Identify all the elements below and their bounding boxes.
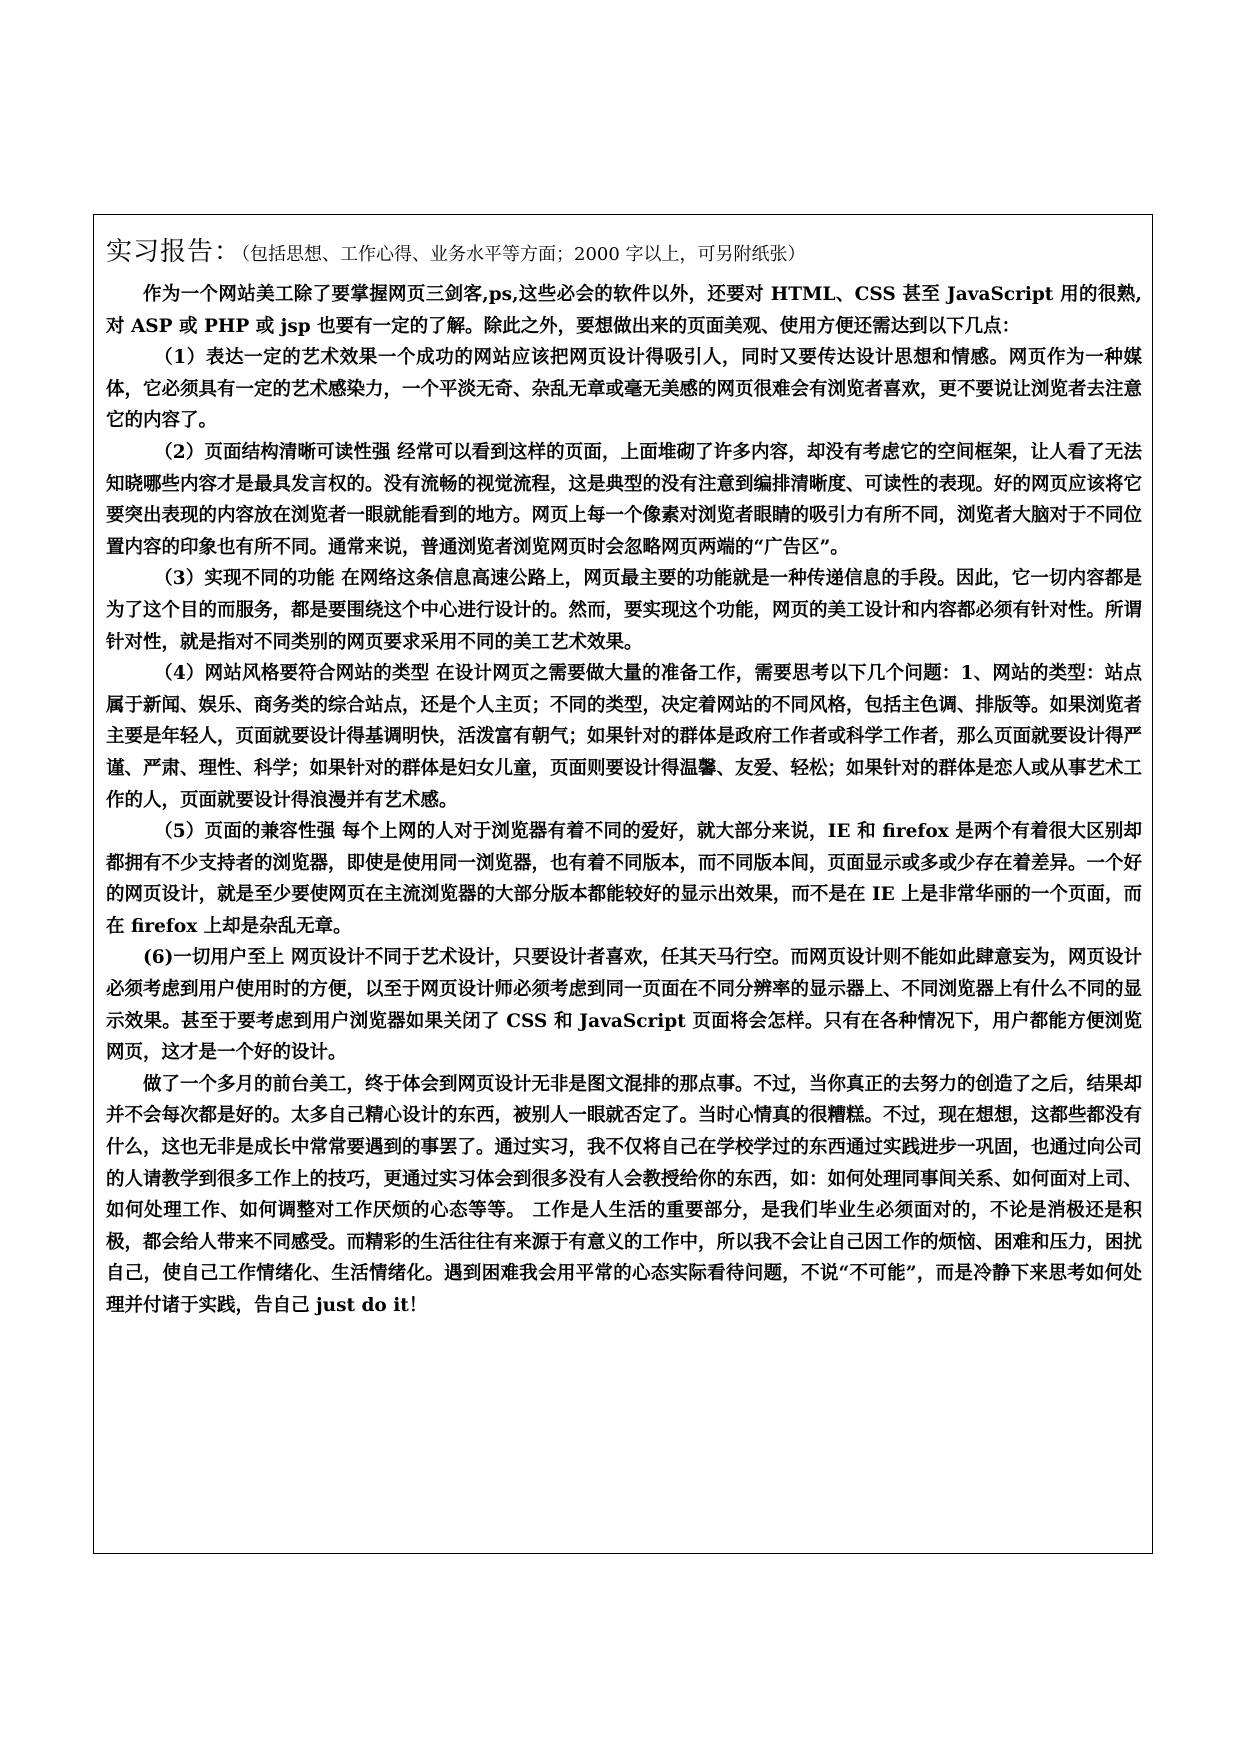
paragraph-point-1: （1）表达一定的艺术效果一个成功的网站应该把网页设计得吸引人，同时又要传达设计思想和情感。网页作为一种媒体，它必须具有一定的艺术感染力，一个平淡无奇、杂乱无章或毫无美感的网页很难会有浏览者喜欢，更不要说让浏览者去注意它的内容了。 bbox=[106, 347, 1143, 432]
report-title-note: （包括思想、工作心得、业务水平等方面；2000 字以上，可另附纸张） bbox=[241, 244, 806, 265]
paragraph-conclusion: 做了一个多月的前台美工，终于体会到网页设计无非是图文混排的那点事。不过，当你真正的去努力的创造了之后，结果却并不会每次都是好的。太多自己精心设计的东西，被别人一眼就否定了。当时心情真的很糟糕。不过，现在想想，这都些都没有什么，这也无非是成长中常常要遇到的事罢了。通过实习，我不仅将自己在学校学过的东西通过实践进步一巩固，也通过向公司的人请教学到很多工作上的技巧，更通过实习体会到很多没有人会教授给你的东西，如：如何处理同事间关系、如何面对上司、如何处理工作、如何调整对工作厌烦的心态等等。 工作是人生活的重要部分，是我们毕业生必须面对的，不论是消极还是积极，都会给人带来不同感受。而精彩的生活往往有来源于有意义的工作中，所以我不会让自己因工作的烦恼、困难和压力，困扰自己，使自己工作情绪化、生活情绪化。遇到困难我会用平常的心态实际看待问题，不说“不可能”，而是冷静下来思考如何处理并付诸于实践，告自己 just do it！ bbox=[106, 1073, 1143, 1316]
paragraph-point-2: （2）页面结构清晰可读性强 经常可以看到这样的页面，上面堆砌了许多内容，却没有考虑它的空间框架，让人看了无法知晓哪些内容才是最具发言权的。没有流畅的视觉流程，这是典型的没有注意到编排清晰度、可读性的表现。好的网页应该将它要突出表现的内容放在浏览者一眼就能看到的地方。网页上每一个像素对浏览者眼睛的吸引力有所不同，浏览者大脑对于不同位置内容的印象也有所不同。通常来说，普通浏览者浏览网页时会忽略网页两端的“广告区”。 bbox=[106, 441, 1143, 558]
paragraph-point-6: (6)一切用户至上 网页设计不同于艺术设计，只要设计者喜欢，任其天马行空。而网页设计则不能如此肆意妄为，网页设计必须考虑到用户使用时的方便，以至于网页设计师必须考虑到同一页面在不同分辨率的显示器上、不同浏览器上有什么不同的显示效果。甚至于要考虑到用户浏览器如果关闭了 CSS 和 JavaScript 页面将会怎样。只有在各种情况下，用户都能方便浏览网页，这才是一个好的设计。 bbox=[106, 947, 1143, 1064]
report-header bbox=[106, 231, 1136, 268]
paragraph-point-3: （3）实现不同的功能 在网络这条信息高速公路上，网页最主要的功能就是一种传递信息的手段。因此，它一切内容都是为了这个目的而服务，都是要围绕这个中心进行设计的。然而，要实现这个功能，网页的美工设计和内容都必须有针对性。所谓针对性，就是指对不同类别的网页要求采用不同的美工艺术效果。 bbox=[106, 568, 1143, 653]
report-body bbox=[106, 279, 1142, 1322]
paragraph-point-5: （5）页面的兼容性强 每个上网的人对于浏览器有着不同的爱好，就大部分来说，IE 和 firefox 是两个有着很大区别却都拥有不少支持者的浏览器，即使是使用同一浏览器，也有着不同版本，而不同版本间，页面显示或多或少存在着差异。一个好的网页设计，就是至少要使网页在主流浏览器的大部分版本都能较好的显示出效果，而不是在 IE 上是非常华丽的一个页面，而在 firefox 上却是杂乱无章。 bbox=[106, 821, 1143, 937]
report-title: 实习报告： bbox=[106, 237, 242, 267]
report-box bbox=[93, 214, 1153, 1554]
paragraph-intro: 作为一个网站美工除了要掌握网页三剑客,ps,这些必会的软件以外，还要对 HTML、CSS 甚至 JavaScript 用的很熟,对 ASP 或 PHP 或 jsp 也要有一定的了解。除此之外，要想做出来的页面美观、使用方便还需达到以下几点： bbox=[106, 284, 1142, 337]
paragraph-point-4: （4）网站风格要符合网站的类型 在设计网页之需要做大量的准备工作，需要思考以下几个问题：1、网站的类型：站点属于新闻、娱乐、商务类的综合站点，还是个人主页；不同的类型，决定着网站的不同风格，包括主色调、排版等。如果浏览者主要是年轻人，页面就要设计得基调明快，活泼富有朝气；如果针对的群体是政府工作者或科学工作者，那么页面就要设计得严谨、严肃、理性、科学；如果针对的群体是妇女儿童，页面则要设计得温馨、友爱、轻松；如果针对的群体是恋人或从事艺术工作的人，页面就要设计得浪漫并有艺术感。 bbox=[106, 663, 1143, 811]
